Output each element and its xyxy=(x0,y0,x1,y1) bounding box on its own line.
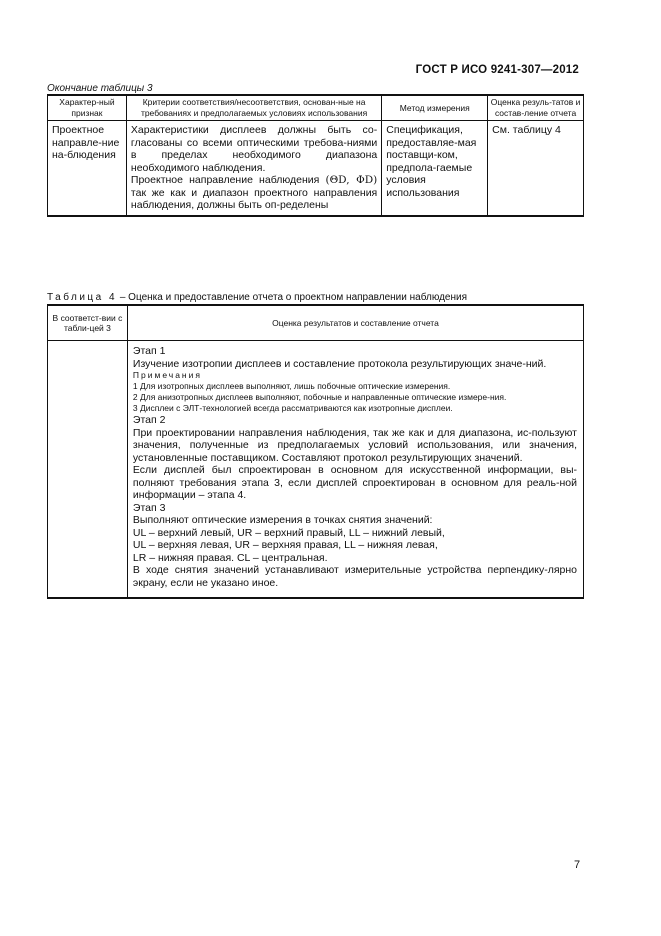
table4-cell-evaluation xyxy=(127,341,583,599)
table3-cell-criteria xyxy=(126,121,381,216)
notes-title: Примечания xyxy=(132,370,202,380)
note-1: 1 Для изотропных дисплеев выполняют, лишь побочные оптические измерения. xyxy=(132,381,451,391)
table3-header-evaluation: Оценка резуль-татов и состав-ление отчета xyxy=(488,95,584,121)
table4-caption xyxy=(47,292,467,303)
table-row xyxy=(48,121,584,216)
table3-header-method: Метод измерения xyxy=(382,95,488,121)
table3-caption: Окончание таблицы 3 xyxy=(47,83,153,94)
stage3-text: Выполняют оптические измерения в точках снятия значений: xyxy=(132,514,433,526)
note-3: 3 Дисплеи с ЭЛТ-технологией всегда рассматриваются как изотропные дисплеи. xyxy=(132,403,453,413)
stage1-text: Изучение изотропии дисплеев и составление протокола результирующих значе-ний. xyxy=(132,357,547,370)
table4-header-evaluation: Оценка результатов и составление отчета xyxy=(127,305,583,341)
stage2-title: Этап 2 xyxy=(132,414,166,426)
criteria-formula: (ΘD, ΦD) xyxy=(325,174,378,186)
table3-cell-feature: Проектное направле-ние на-блюдения xyxy=(48,121,127,216)
table4-caption-prefix: Таблица 4 xyxy=(47,292,118,303)
stage3-line-1: UL – верхний левый, UR – верхний правый, LL – нижний левый, xyxy=(132,526,445,539)
table4-caption-text: – Оценка и предоставление отчета о проектном направлении наблюдения xyxy=(119,292,468,303)
table3-header-feature: Характер-ный признак xyxy=(48,95,127,121)
table-4 xyxy=(47,304,584,599)
table3-cell-method: Спецификация, предоставляе-мая поставщи-ком, предполa-гаемые условия использования xyxy=(382,121,488,216)
stage1-title: Этап 1 xyxy=(132,345,166,357)
criteria-text-2 xyxy=(131,174,377,212)
stage3-text-2: В ходе снятия значений устанавливают измерительные устройства перпендику-лярно экрану, если не указано иное. xyxy=(132,564,577,589)
table-3 xyxy=(47,94,584,217)
table4-cell-reference xyxy=(48,341,128,599)
table-row xyxy=(48,341,584,599)
document-code: ГОСТ Р ИСО 9241-307—2012 xyxy=(415,64,579,76)
note-2: 2 Для анизотропных дисплеев выполняют, побочные и направленные оптические измере-ния. xyxy=(132,392,507,402)
table3-header-criteria: Критерии соответствия/несоответствия, основан-ные на требованиях и предполагаемых условиях использования xyxy=(126,95,381,121)
criteria-text-1: Характеристики дисплеев должны быть со-гласованы со всеми оптическими требова-ниями в пределах необходимого диапазона необходимого наблюдения. xyxy=(130,124,378,174)
stage2-text-1: При проектировании направления наблюдения, так же как и для диапазона, ис-пользуют значения, полученные из предполагаемых условий использования, или значения, установленные поставщиком. Составляют протокол результирующих значений. xyxy=(132,426,577,464)
table4-header-row xyxy=(48,305,584,341)
table3-cell-evaluation: См. таблицу 4 xyxy=(488,121,584,216)
criteria-text-2a: Проектное направление наблюдения xyxy=(130,174,320,186)
table3-header-row xyxy=(48,95,584,121)
stage3-line-3: LR – нижняя правая. CL – центральная. xyxy=(132,551,328,564)
stage3-title: Этап 3 xyxy=(132,501,166,514)
page-number: 7 xyxy=(574,859,581,871)
table4-header-reference: В соответст-вии с табли-цей 3 xyxy=(48,305,128,341)
criteria-text-2b: так же как и диапазон проектного направления наблюдения, должны быть оп-ределены xyxy=(130,186,378,211)
stage3-line-2: UL – верхняя левая, UR – верхняя правая, LL – нижняя левая, xyxy=(132,539,438,551)
stage2-text-2: Если дисплей был спроектирован в основном для искусственной информации, вы-полняют требования этапа 3, если дисплей спроектирован в основном для реаль-ной информации – этапа 4. xyxy=(132,464,577,501)
